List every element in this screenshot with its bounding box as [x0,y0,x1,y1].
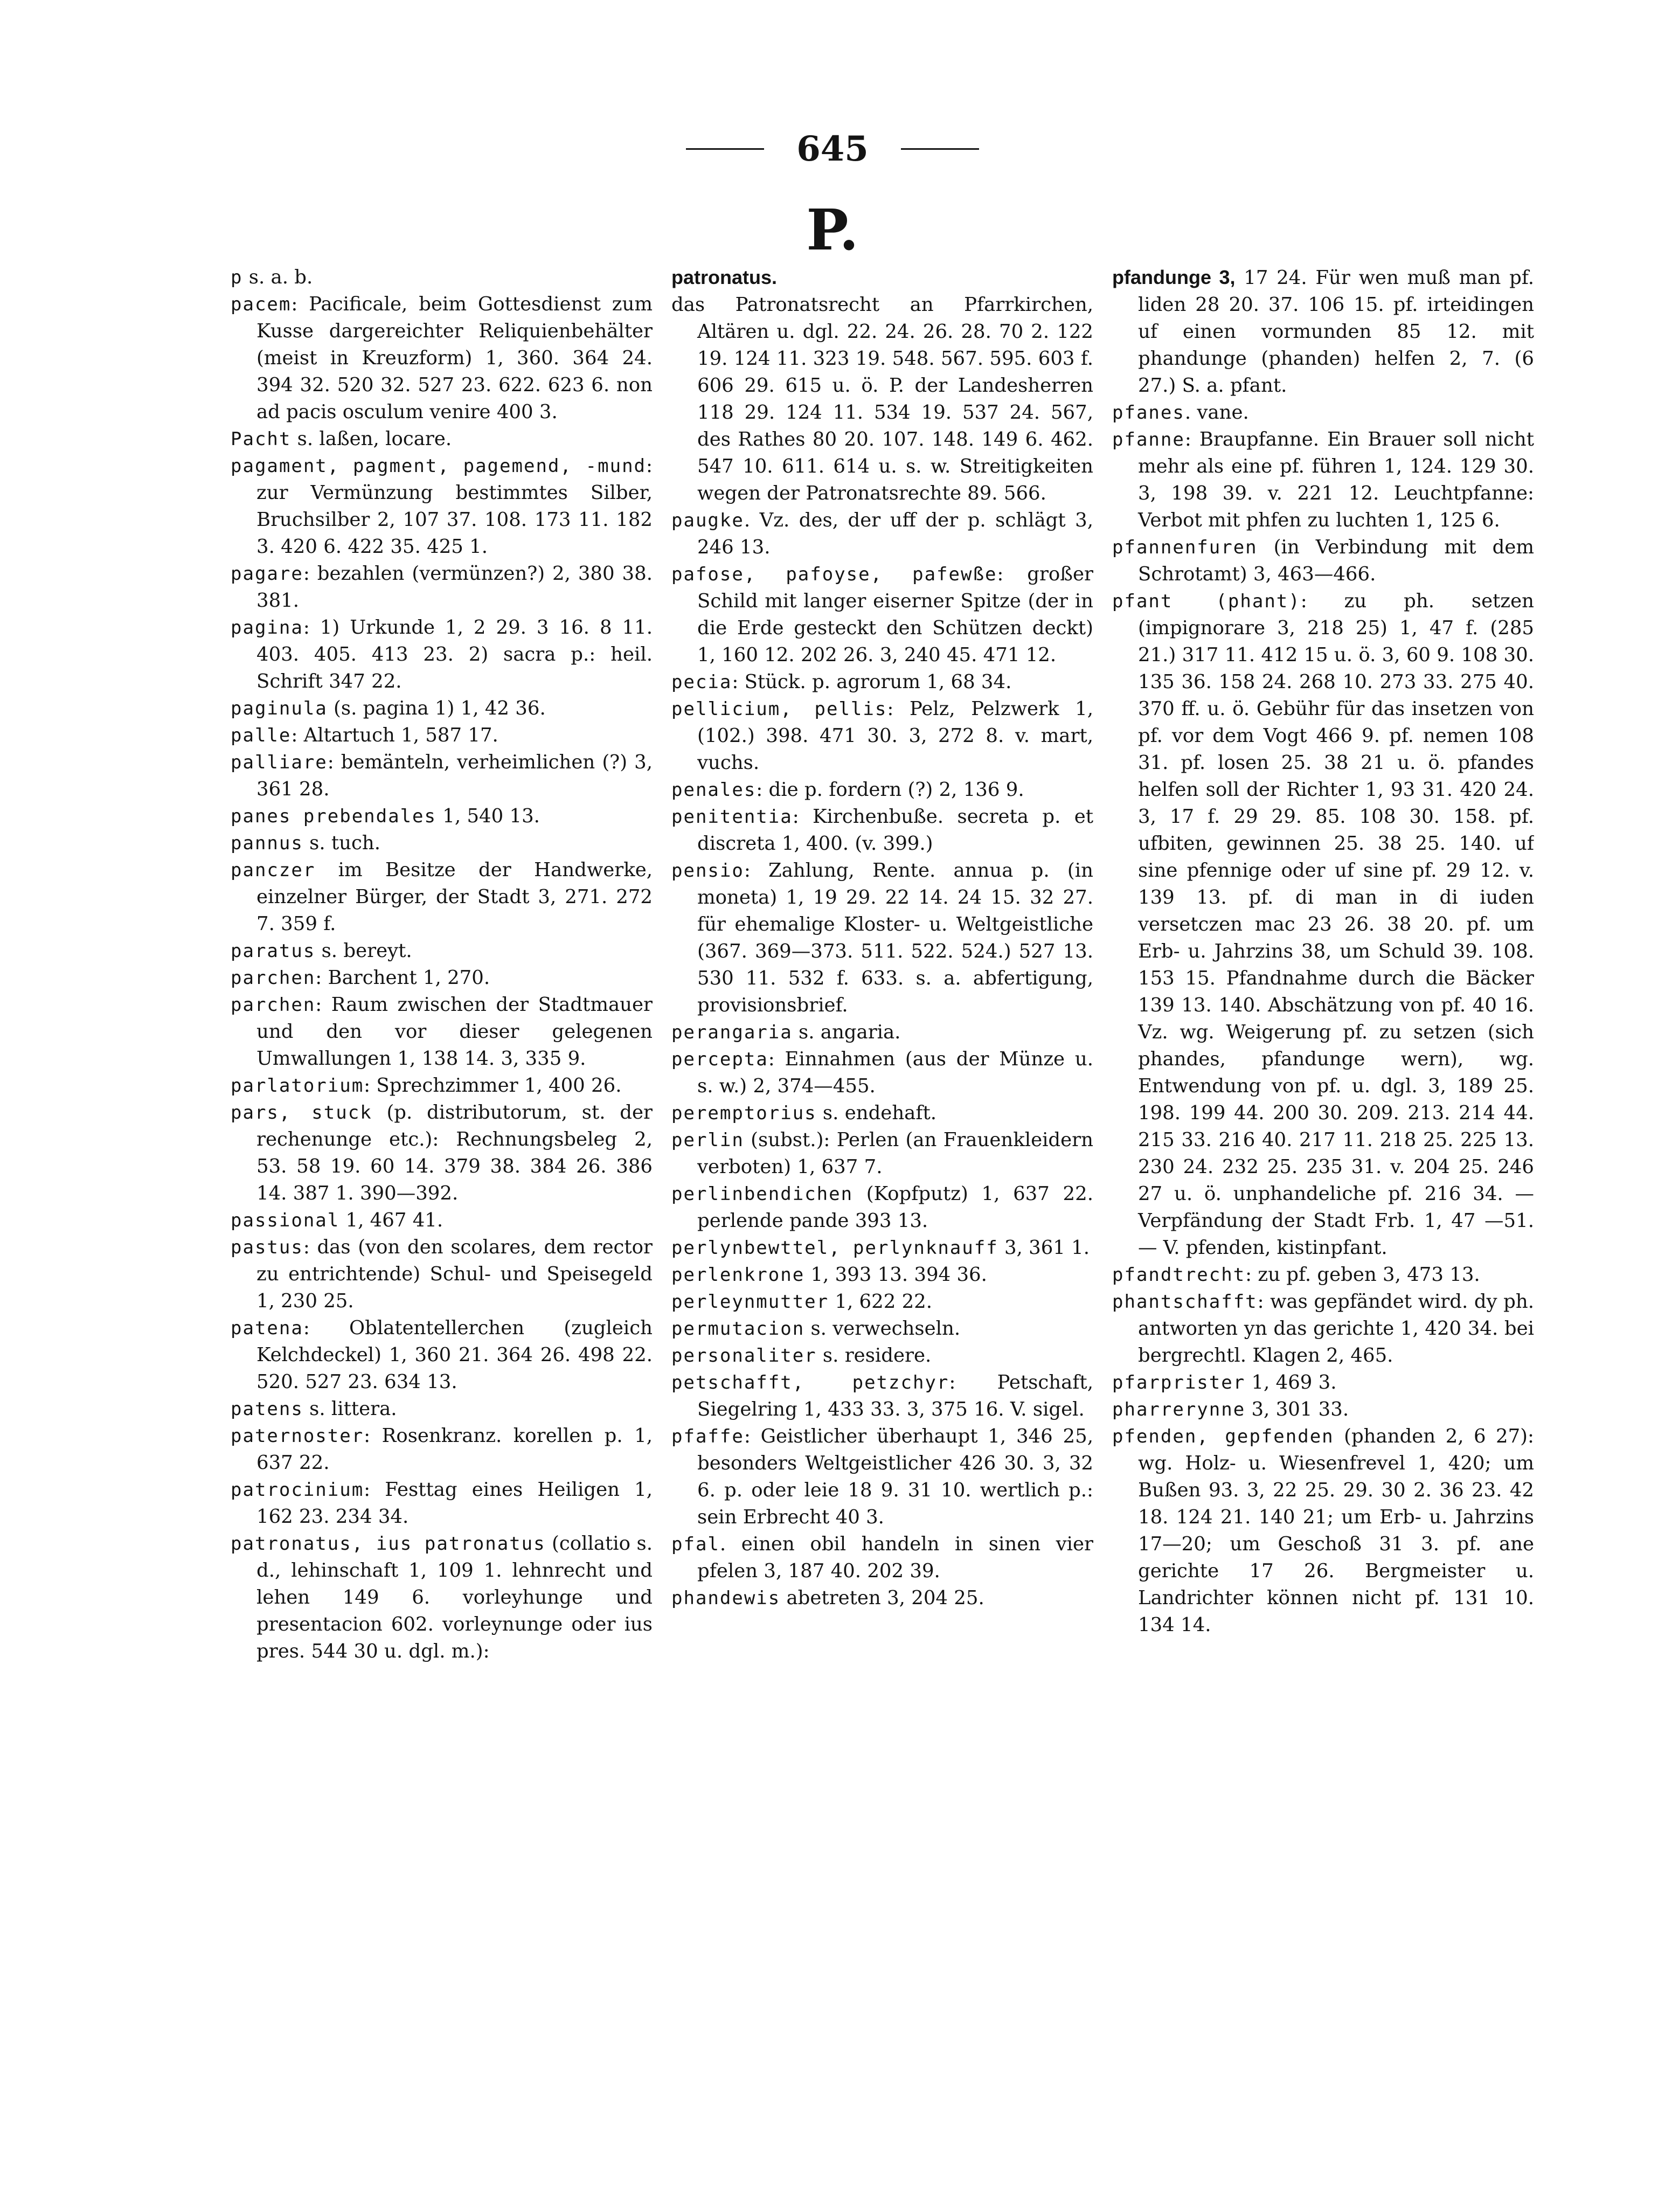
entry-headword: paratus [231,940,316,962]
index-entry [231,1396,653,1423]
entry-text: : Geistlicher überhaupt 1, 346 25, besonders Weltgeistlicher 426 30. 3, 32 6. p. oder leie 18 9. 31 10. wertlich p.: sein Erbrecht 40 3. [697,1425,1093,1528]
entry-text: . einen obil handeln in sinen vier pfelen 3, 187 40. 202 39. [697,1533,1093,1582]
entry-headword: patronatus. [671,266,778,288]
entry-text: s. laßen, locare. [291,428,452,450]
index-entry [231,1072,653,1099]
entry-headword: perlinbendichen [671,1183,854,1205]
index-entry [1112,1423,1534,1639]
entry-text: (p. distributorum, st. der rechenunge etc.): Rechnungsbeleg 2, 53. 58 19. 60 14. 379 38. 384 26. 386 14. 387 1. 390—392. [256,1101,653,1204]
index-column-3 [1112,264,1534,2161]
index-entry [231,857,653,938]
entry-text: s. a. b. [242,266,313,288]
index-entry [231,938,653,965]
entry-text: : zu ph. setzen (impignorare 3, 218 25) 1, 47 f. (285 21.) 317 11. 412 15 u. ö. 3, 60 9. 108 30. 135 36. 158 24. 268 10. 273 33. 275 40. 370 ff. u. ö. Gebühr für das insetzen von pf. vor dem Vogt 466 9. pf. nemen 108 31. pf. losen 25. 38 21 u. ö. pfandes helfen soll der Richter 1, 93 31. 420 24. 3, 17 f. 29 29. 85. 108 30. 158. pf. ufbiten, gewinnen 25. 38 25. 140. uf sine pfennige oder uf sine pf. 29 12. v. 139 13. pf. di man in di iuden versetczen mac 23 26. 38 20. pf. um Erb- u. Jahrzins 38, um Schuld 39. 108. 153 15. Pfandnahme durch die Bäcker 139 13. 140. Abschätzung von pf. 40 16. Vz. wg. Weigerung pf. zu setzen (sich phandes, pfandunge wern), wg. Entwendung von pf. u. dgl. 3, 189 25. 198. 199 44. 200 30. 209. 213. 214 44. 215 33. 216 40. 217 11. 218 25. 225 13. 230 24. 232 25. 235 31. v. 204 25. 246 27 u. ö. unphandeliche pf. 216 34. — Verpfändung der Stadt Frb. 1, 47 —51. — V. pfenden, kistinpfant. [1138,590,1534,1259]
entry-headword: phantschafft [1112,1291,1258,1313]
index-entry [1112,399,1534,426]
entry-text: . Vz. des, der uff der p. schlägt 3, 246 13. [697,509,1093,558]
entry-text: : Braupfanne. Ein Brauer soll nicht mehr als eine pf. führen 1, 124. 129 30. 3, 198 39. v. 221 12. Leuchtpfanne: Verbot mit phfen zu luchten 1, 125 6. [1138,428,1534,531]
index-entry [1112,1288,1534,1369]
entry-text: abetreten 3, 204 25. [780,1587,984,1609]
entry-text: (collatio s. d., lehinschaft 1, 109 1. lehnrecht und lehen 149 6. vorleyhunge und presentacion 602. vorleynunge oder ius pres. 544 30 u. dgl. m.): [256,1533,653,1662]
entry-text: : Pelz, Pelzwerk 1, (102.) 398. 471 30. 3, 272 8. v. mart, vuchs. [697,698,1093,774]
entry-text: s. littera. [303,1398,397,1420]
entry-headword: pfaffe [671,1426,744,1447]
index-entry [671,1369,1093,1423]
entry-headword: pensio [671,860,744,882]
entry-headword: permutacion [671,1318,805,1340]
entry-headword: pagare [231,563,303,585]
entry-text: : 1) Urkunde 1, 2 29. 3 16. 8 11. 403. 405. 413 23. 2) sacra p.: heil. Schrift 347 22. [256,616,653,692]
entry-text: : zu pf. geben 3, 473 13. [1245,1264,1480,1286]
index-entry [671,1181,1093,1235]
index-entry [231,1207,653,1234]
entry-text: 1, 467 41. [339,1209,443,1231]
entry-text: (subst.): Perlen (an Frauenkleidern verboten) 1, 637 7. [697,1129,1093,1178]
index-entry [671,292,1093,507]
index-entry [671,1531,1093,1585]
entry-text: : die p. fordern (?) 2, 136 9. [756,779,1024,801]
entry-headword: pellicium, pellis [671,698,887,720]
index-entry [671,1288,1093,1315]
index-entry [671,1019,1093,1046]
entry-headword: pfal [671,1534,720,1555]
entry-headword: perlynbewttel, perlynknauff [671,1237,998,1259]
entry-text: (Kopfputz) 1, 637 22. perlende pande 393 13. [697,1183,1093,1232]
index-entry [1112,588,1534,1261]
entry-headword: passional [231,1210,340,1231]
entry-text: : Zahlung, Rente. annua p. (in moneta) 1, 19 29. 22 14. 24 15. 32 27. für ehemalige Kloster- u. Weltgeistliche (367. 369—373. 511. 522. 524.) 527 13. 530 11. 532 f. 633. s. a. abfertigung, provisionsbrief. [697,859,1093,1016]
entry-text: : großer Schild mit langer eiserner Spitze (der in die Erde gesteckt den Schützen deckt) 1, 160 12. 202 26. 3, 240 45. 471 12. [697,563,1093,666]
entry-headword: pfandunge 3, [1112,266,1236,288]
index-entry [671,507,1093,561]
entry-text: : das (von den scolares, dem rector zu entrichtende) Schul- und Speisegeld 1, 230 25. [256,1236,653,1312]
entry-text: 3, 361 1. [998,1237,1090,1259]
index-entry [671,1046,1093,1100]
entry-headword: perleynmutter [671,1291,829,1313]
index-entry [671,696,1093,776]
index-entry [1112,1396,1534,1423]
entry-text: : was gepfändet wird. dy ph. antworten yn das gerichte 1, 420 34. bei bergrechtl. Klagen 2, 465. [1138,1291,1534,1367]
entry-headword: patronatus, ius patronatus [231,1533,546,1555]
entry-headword: p [231,267,243,288]
entry-headword: penales [671,779,757,801]
index-column-1 [231,264,653,2161]
index-entry [231,426,653,453]
header-rule-right [901,148,979,150]
entry-headword: pars, stuck [231,1102,372,1124]
index-entry [231,264,653,291]
index-entry [671,1585,1093,1612]
entry-headword: pannus [231,833,303,854]
entry-text: (phanden 2, 6 27): wg. Holz- u. Wiesenfrevel 1, 420; um Bußen 93. 3, 22 25. 29. 30 2. 36 23. 42 18. 124 21. 140 21; um Erb- u. Jahrzins 17—20; um Geschoß 31 3. pf. ane gerichte 17 26. Bergmeister u. Landrichter können nicht pf. 131 10. 134 14. [1138,1425,1534,1636]
entry-text: s. endehaft. [816,1102,937,1124]
index-entry [1112,264,1534,399]
entry-headword: pharrerynne [1112,1399,1246,1420]
entry-headword: phandewis [671,1587,781,1609]
entry-headword: pfandtrecht [1112,1264,1246,1286]
entry-headword: perlenkrone [671,1264,805,1286]
entry-headword: percepta [671,1049,768,1070]
index-entry [671,1127,1093,1181]
entry-headword: pafose, pafoyse, pafewße [671,564,997,585]
entry-headword: pecia [671,671,732,693]
entry-text: : Rosenkranz. korellen p. 1, 637 22. [256,1425,653,1474]
entry-text: : bemänteln, verheimlichen (?) 3, 361 28. [256,751,653,800]
index-entry [1112,426,1534,534]
index-entry [671,669,1093,696]
entry-headword: pfant (phant) [1112,591,1301,612]
entry-headword: perlin [671,1129,744,1151]
entry-headword: pacem [231,294,292,315]
entry-text: (in Verbindung mit dem Schrotamt) 3, 463—466. [1138,536,1534,585]
entry-headword: pfannenfuren [1112,537,1258,558]
section-letter: P. [806,197,859,263]
entry-text: s. bereyt. [315,940,412,962]
entry-text: : Sprechzimmer 1, 400 26. [364,1074,622,1097]
entry-headword: panes prebendales [231,806,436,827]
entry-headword: pfanes [1112,402,1185,424]
index-entry [231,1476,653,1530]
entry-text: s. tuch. [303,832,381,854]
index-entry [231,803,653,830]
index-entry [671,1235,1093,1261]
index-entry [231,1423,653,1476]
entry-text: : Altartuch 1, 587 17. [291,724,498,746]
entry-headword: palliare [231,752,328,773]
entry-headword: patena [231,1318,303,1339]
page-number: 645 [796,129,869,169]
entry-text: : Pacificale, beim Gottesdienst zum Kusse dargereichter Reliquienbehälter (meist in Kreuzform) 1, 360. 364 24. 394 32. 520 32. 527 23. 622. 623 6. non ad pacis osculum venire 400 3. [256,293,653,423]
index-entry [671,1261,1093,1288]
entry-text: : Barchent 1, 270. [315,967,490,989]
index-entry [671,561,1093,669]
index-columns [231,264,1535,2161]
entry-text: : Stück. p. agrorum 1, 68 34. [732,671,1012,693]
entry-headword: pagina [231,617,303,639]
index-entry [1112,1261,1534,1288]
entry-headword: petschafft, petzchyr [671,1372,949,1393]
index-entry [671,1315,1093,1342]
entry-text: s. angaria. [792,1021,901,1043]
entry-text: : Petschaft, Siegelring 1, 433 33. 3, 375 16. V. sigel. [697,1371,1093,1420]
index-entry [671,1423,1093,1531]
entry-text: 1, 540 13. [436,805,540,827]
index-entry [231,453,653,560]
index-entry [671,1100,1093,1127]
entry-headword: pfanne [1112,429,1185,450]
entry-headword: paugke [671,510,744,531]
index-entry [671,857,1093,1019]
index-entry [671,1342,1093,1369]
index-entry [231,291,653,426]
entry-headword: penitentia [671,806,793,828]
index-entry [671,776,1093,803]
entry-text: : Oblatentellerchen (zugleich Kelchdeckel) 1, 360 21. 364 26. 498 22. 520. 527 23. 634 13. [256,1317,653,1393]
entry-text: 1, 622 22. [829,1291,933,1313]
entry-text: 3, 301 33. [1245,1398,1349,1420]
entry-headword: palle [231,725,292,746]
index-entry [1112,534,1534,588]
entry-headword: pagament, pagment, pagemend, -mund [231,455,647,477]
index-entry [671,803,1093,857]
entry-text: s. verwechseln. [804,1318,961,1340]
index-entry [231,965,653,991]
index-entry [671,264,1093,292]
entry-text: im Besitze der Handwerke, einzelner Bürger, der Stadt 3, 271. 272 7. 359 f. [256,859,653,935]
index-entry [231,560,653,614]
index-entry [231,1099,653,1207]
entry-headword: parchen [231,994,316,1016]
entry-text: 1, 469 3. [1245,1371,1337,1393]
index-entry [231,991,653,1072]
entry-headword: patrocinium [231,1479,364,1501]
entry-headword: Pacht [231,428,292,450]
index-entry [231,722,653,749]
entry-text: : zur Vermünzung bestimmtes Silber, Bruchsilber 2, 107 37. 108. 173 11. 182 3. 420 6. 422 35. 425 1. [256,455,653,558]
entry-headword: patens [231,1398,303,1420]
entry-text: : Kirchenbuße. secreta p. et discreta 1, 400. (v. 399.) [697,806,1093,855]
entry-headword: perangaria [671,1022,793,1043]
entry-text: 17 24. Für wen muß man pf. liden 28 20. 37. 106 15. pf. irteidingen uf einen vormunden 85 12. mit phandunge (phanden) helfen 2, 7. (6 27.) S. a. pfant. [1138,267,1534,397]
index-entry [231,1315,653,1396]
entry-headword: parchen [231,967,316,989]
entry-headword: pastus [231,1237,303,1258]
index-entry [231,830,653,857]
index-entry [231,1530,653,1665]
entry-headword: panczer [231,859,316,881]
entry-text: . vane. [1184,401,1249,424]
entry-text: 1, 393 13. 394 36. [804,1264,987,1286]
header-rule-left [686,148,764,150]
entry-text: : Festtag eines Heiligen 1, 162 23. 234 34. [256,1479,653,1528]
entry-text: das Patronatsrecht an Pfarrkirchen, Altären u. dgl. 22. 24. 26. 28. 70 2. 122 19. 124 11. 323 19. 548. 567. 595. 603 f. 606 29. 615 u. ö. P. der Landesherren 118 29. 124 11. 534 19. 537 24. 567, des Rathes 80 20. 107. 148. 149 6. 462. 547 10. 611. 614 u. s. w. Streitigkeiten wegen der Patronatsrechte 89. 566. [671,294,1093,504]
entry-headword: peremptorius [671,1102,817,1124]
index-column-2 [671,264,1093,2161]
entry-headword: paginula [231,698,328,719]
index-entry [231,695,653,722]
index-entry [231,749,653,803]
entry-headword: personaliter [671,1345,817,1367]
index-entry [231,614,653,695]
entry-text: s. residere. [816,1344,932,1367]
entry-headword: paternoster [231,1425,364,1447]
index-entry [1112,1369,1534,1396]
entry-text: : Raum zwischen der Stadtmauer und den vor dieser gelegenen Umwallungen 1, 138 14. 3, 335 9. [256,994,653,1070]
index-entry [231,1234,653,1315]
entry-headword: pfarprister [1112,1372,1246,1393]
entry-text: : bezahlen (vermünzen?) 2, 380 38. 381. [256,563,653,612]
entry-headword: parlatorium [231,1075,364,1097]
entry-headword: pfenden, gepfenden [1112,1426,1334,1447]
entry-text: (s. pagina 1) 1, 42 36. [327,697,546,719]
page-header [0,127,1665,169]
entry-text: : Einnahmen (aus der Münze u. s. w.) 2, 374—455. [697,1048,1093,1097]
